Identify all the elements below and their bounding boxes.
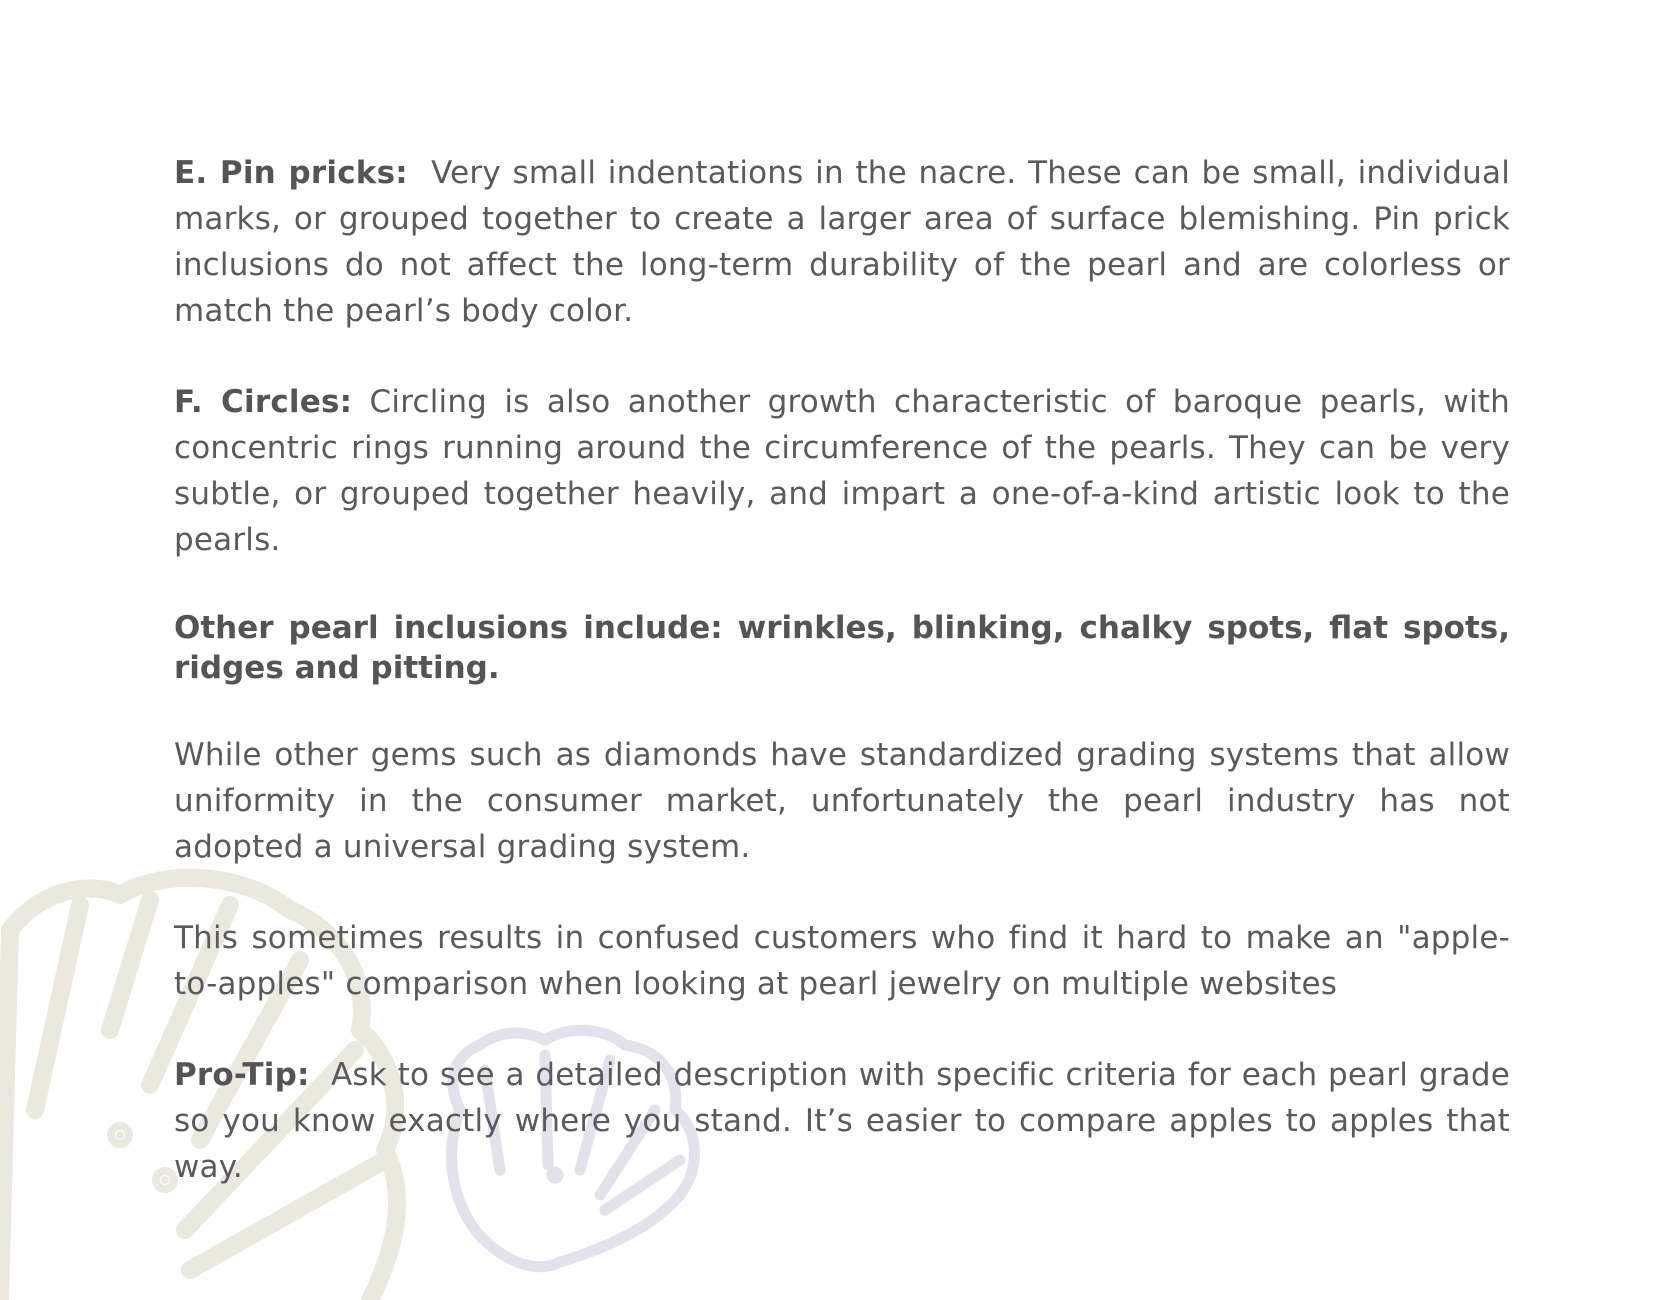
- pin-pricks-text: Very small indentations in the nacre. These can be small, individual marks, or grouped together to create a larger area of surface blemishing. Pin prick inclusions do not affect the long-term durability of the pearl and are colorless or match the pearl’s body color.: [174, 155, 1511, 329]
- pro-tip-text: Ask to see a detailed description with specific criteria for each pearl grade so you know exactly where you stand. It’s easier to compare apples to apples that way.: [174, 1057, 1510, 1185]
- pin-pricks-heading: E. Pin pricks:: [174, 155, 408, 191]
- confusion-paragraph: This sometimes results in confused customers who find it hard to make an "apple-to-apples" comparison when looking at pearl jewelry on multiple websites: [174, 920, 1510, 1002]
- pro-tip-heading: Pro-Tip:: [174, 1057, 310, 1093]
- circles-paragraph: [174, 379, 1510, 563]
- pro-tip-paragraph: [174, 1052, 1510, 1190]
- document-body: [174, 150, 1510, 1190]
- circles-text: Circling is also another growth characteristic of baroque pearls, with concentric rings running around the circumference of the pearls. They can be very subtle, or grouped together heavily, and impart a one-of-a-kind artistic look to the pearls.: [174, 384, 1510, 558]
- pin-pricks-paragraph: [174, 150, 1510, 334]
- other-inclusions-paragraph: Other pearl inclusions include: wrinkles, blinking, chalky spots, flat spots, ridges and pitting.: [174, 610, 1510, 686]
- circles-heading: F. Circles:: [174, 384, 353, 420]
- grading-paragraph: While other gems such as diamonds have standardized grading systems that allow uniformity in the consumer market, unfortunately the pearl industry has not adopted a universal grading system.: [174, 737, 1510, 865]
